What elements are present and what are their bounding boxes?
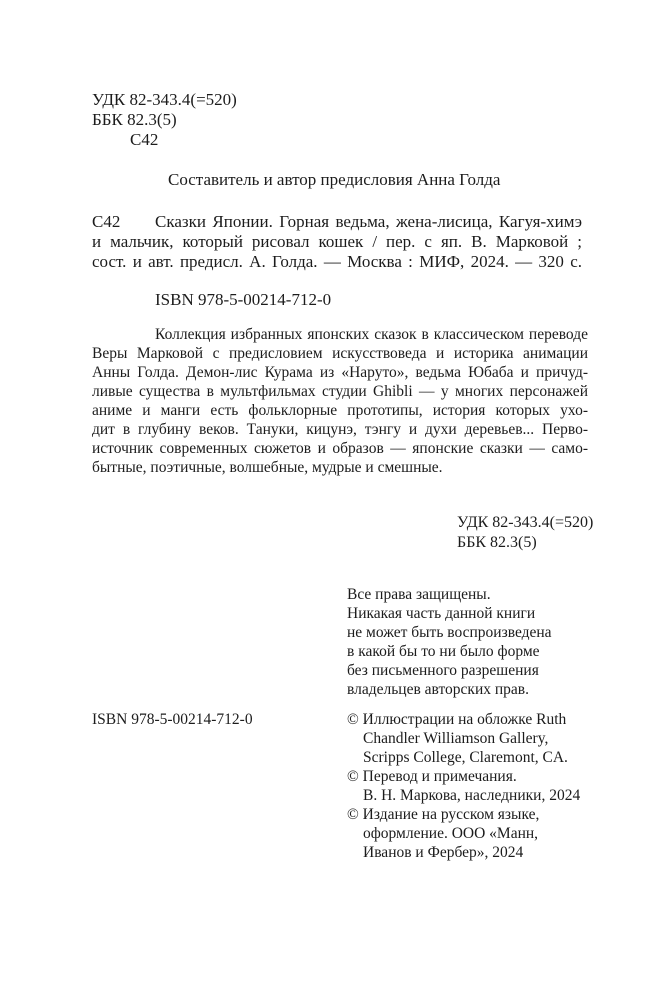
footer-udk: УДК 82-343.4(=520) [457, 514, 594, 531]
copyright-line: © Перевод и примечания. [347, 768, 517, 785]
annotation-line: Коллекция избранных японских сказок в классическом переводе [155, 326, 588, 343]
rights-line: в какой бы то ни было форме [347, 643, 540, 660]
author-mark: С42 [130, 130, 159, 149]
rights-line: Все права защищены. [347, 586, 491, 603]
copyright-line: оформление. ООО «Манн, [363, 825, 539, 842]
bib-author-mark: С42 [92, 212, 121, 231]
annotation-line: дит в глубину веков. Тануки, кицунэ, тэнгу и духи деревьев... Перво- [92, 421, 588, 438]
bib-isbn: ISBN 978-5-00214-712-0 [155, 290, 332, 309]
copyright-line: Scripps College, Claremont, CA. [363, 749, 568, 766]
copyright-line: Иванов и Фербер», 2024 [363, 844, 524, 861]
rights-line: не может быть воспроизведена [347, 624, 552, 641]
copyright-block [347, 710, 580, 862]
footer-bbk: ББК 82.3(5) [457, 534, 537, 551]
compiler-line: Составитель и автор предисловия Анна Голда [168, 170, 501, 189]
rights-line: владельцев авторских прав. [347, 681, 529, 698]
udk-code: УДК 82-343.4(=520) [92, 90, 237, 109]
copyright-line: В. Н. Маркова, наследники, 2024 [363, 787, 581, 804]
copyright-line: Chandler Williamson Gallery, [363, 730, 549, 747]
annotation-line: источник современных сюжетов и образов — японские сказки — само- [92, 440, 588, 457]
rights-line: без письменного разрешения [347, 662, 539, 679]
rights-notice [347, 585, 552, 699]
bib-record [92, 212, 582, 272]
annotation-line: Веры Марковой с предисловием искусствоведа и историка анимации [92, 345, 588, 362]
bib-line: Сказки Японии. Горная ведьма, жена-лисица, Кагуя-химэ [155, 212, 582, 231]
annotation-line: бытные, поэтичные, волшебные, мудрые и смешные. [92, 459, 443, 476]
bib-line: и мальчик, который рисовал кошек / пер. с яп. В. Марковой ; [92, 232, 582, 251]
annotation-line: Анны Голда. Демон-лис Курама из «Наруто», ведьма Юбаба и причуд- [92, 364, 588, 381]
copyright-line: © Издание на русском языке, [347, 806, 540, 823]
annotation-line: аниме и манги есть фольклорные прототипы, история которых ухо- [92, 402, 588, 419]
annotation [92, 325, 588, 477]
bib-line: сост. и авт. предисл. А. Голда. — Москва : МИФ, 2024. — 320 с. [92, 252, 582, 271]
bottom-isbn: ISBN 978-5-00214-712-0 [92, 711, 253, 728]
copyright-line: © Иллюстрации на обложке Ruth [347, 711, 567, 728]
rights-line: Никакая часть данной книги [347, 605, 536, 622]
bbk-code: ББК 82.3(5) [92, 110, 177, 129]
annotation-line: ливые существа в мультфильмах студии Ghibli — у многих персонажей [92, 383, 588, 400]
